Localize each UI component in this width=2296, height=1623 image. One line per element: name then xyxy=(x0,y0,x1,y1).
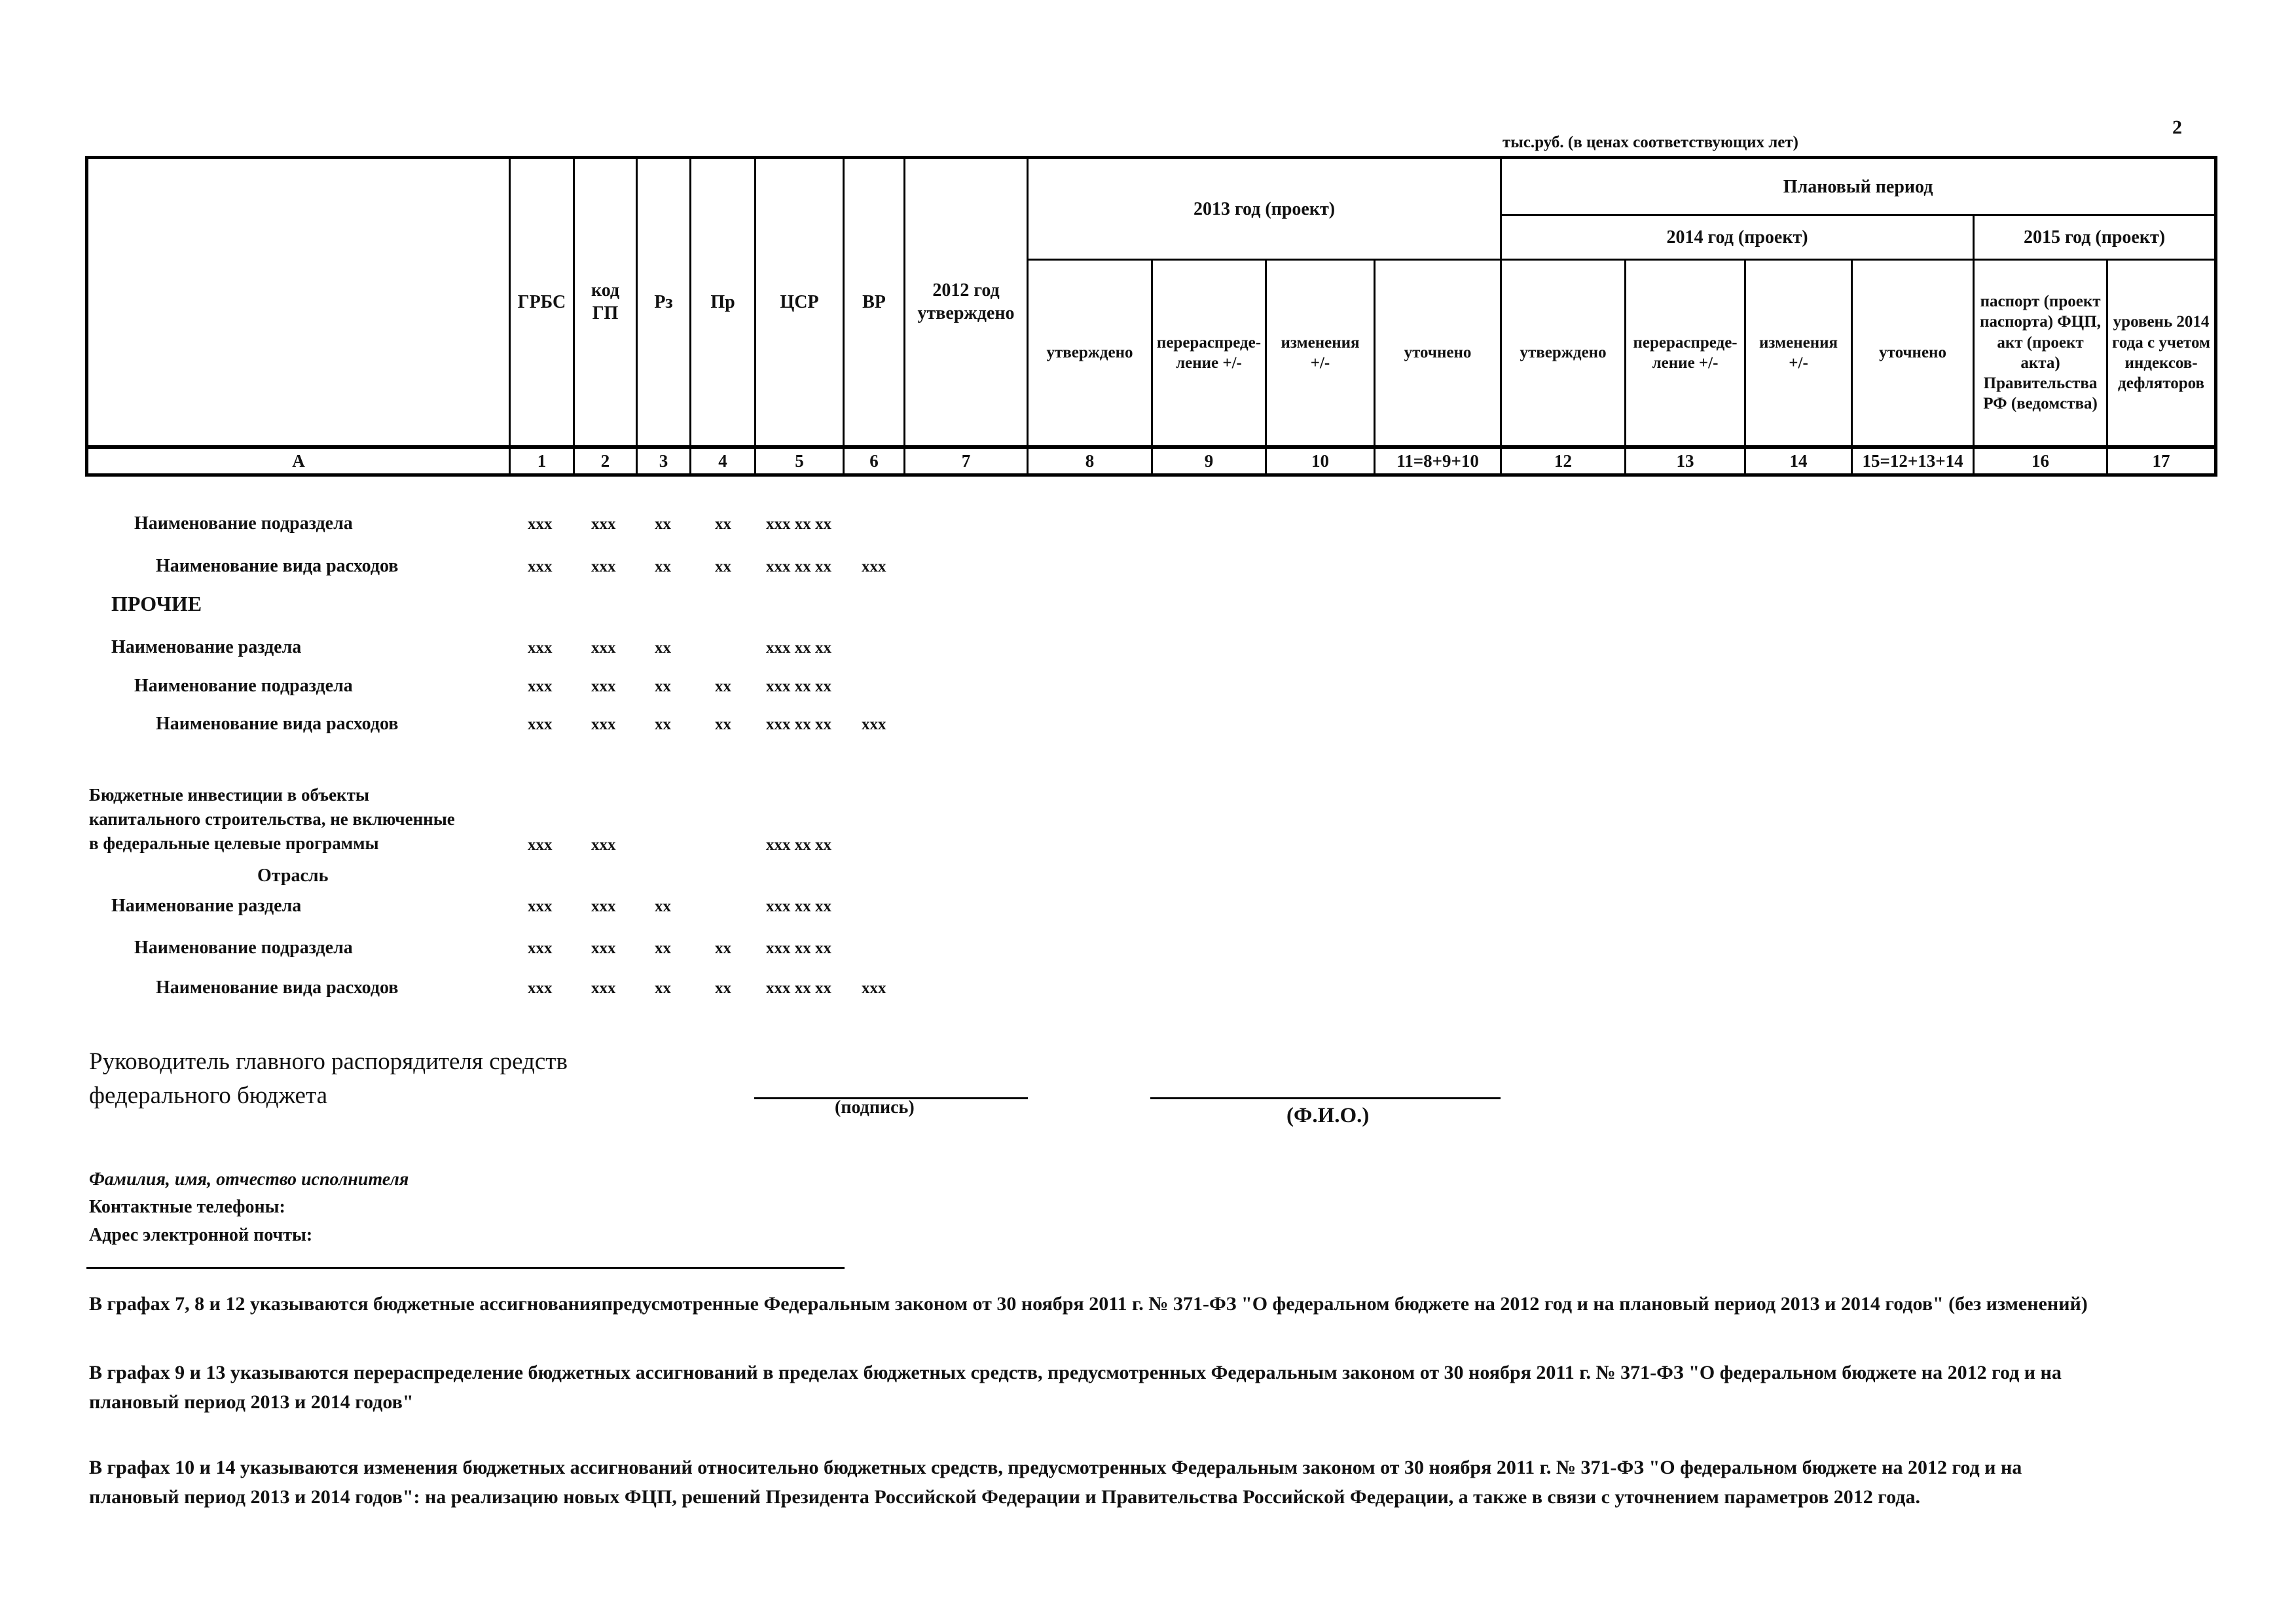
row-label: в федеральные целевые программы xyxy=(89,833,379,853)
col-header-grbs: ГРБС xyxy=(510,158,574,447)
cell-gp: xxx xyxy=(591,515,616,533)
cell-grbs: xxx xyxy=(528,979,553,997)
group-header-2013: 2013 год (проект) xyxy=(1028,158,1501,260)
signature-title-line1: Руководитель главного распорядителя средств xyxy=(89,1048,568,1075)
note-2: В графах 9 и 13 указываются перераспределение бюджетных ассигнований в пределах бюджетных средств, предусмотренных Федеральным законом от 30 ноября 2011 г. № 371-ФЗ "О федеральном бюджете на 2012 год и на плановый период 2013 и 2014 годов" xyxy=(89,1362,2062,1413)
col-header-utv-2013: утверждено xyxy=(1028,260,1152,447)
page-number: 2 xyxy=(2172,117,2182,138)
cell-vr: xxx xyxy=(862,979,886,997)
cell-grbs: xxx xyxy=(528,836,553,854)
col-header-a xyxy=(87,158,510,447)
row-label: Бюджетные инвестиции в объекты xyxy=(89,785,369,805)
cell-csr: xxx xx xx xyxy=(766,558,831,575)
cell-csr: xxx xx xx xyxy=(766,836,831,854)
executor-email-label: Адрес электронной почты: xyxy=(89,1225,313,1245)
col-number: 17 xyxy=(2107,447,2216,475)
cell-pr: xx xyxy=(715,939,731,957)
cell-csr: xxx xx xx xyxy=(766,898,831,915)
cell-csr: xxx xx xx xyxy=(766,639,831,657)
cell-rz: xx xyxy=(655,898,671,915)
col-header-utoch-2013: уточнено xyxy=(1375,260,1501,447)
cell-gp: xxx xyxy=(591,558,616,575)
fio-caption: (Ф.И.О.) xyxy=(1286,1104,1370,1127)
cell-gp: xxx xyxy=(591,716,616,733)
col-header-izm-2013: изменения +/- xyxy=(1266,260,1375,447)
cell-pr: xx xyxy=(715,678,731,695)
col-number: 1 xyxy=(510,447,574,475)
cell-grbs: xxx xyxy=(528,678,553,695)
cell-vr: xxx xyxy=(862,716,886,733)
signature-title-line2: федерального бюджета xyxy=(89,1082,328,1109)
col-number: 11=8+9+10 xyxy=(1375,447,1501,475)
row-label: Наименование вида расходов xyxy=(156,977,399,998)
col-header-rz: Рз xyxy=(637,158,691,447)
col-header-level-2014: уровень 2014 года с учетом индексов-дефляторов xyxy=(2107,260,2216,447)
cell-pr: xx xyxy=(715,716,731,733)
cell-csr: xxx xx xx xyxy=(766,716,831,733)
executor-phones-label: Контактные телефоны: xyxy=(89,1197,285,1217)
col-header-izm-2014: изменения +/- xyxy=(1745,260,1852,447)
cell-pr: xx xyxy=(715,558,731,575)
cell-gp: xxx xyxy=(591,836,616,854)
row-label: Наименование подраздела xyxy=(134,938,353,958)
cell-rz: xx xyxy=(655,558,671,575)
cell-csr: xxx xx xx xyxy=(766,515,831,533)
row-label: Отрасль xyxy=(257,866,329,886)
units-caption: тыс.руб. (в ценах соответствующих лет) xyxy=(1503,134,1798,151)
cell-csr: xxx xx xx xyxy=(766,678,831,695)
signature-caption: (подпись) xyxy=(835,1097,915,1118)
cell-csr: xxx xx xx xyxy=(766,939,831,957)
cell-gp: xxx xyxy=(591,939,616,957)
cell-gp: xxx xyxy=(591,898,616,915)
col-number: 4 xyxy=(691,447,756,475)
cell-grbs: xxx xyxy=(528,898,553,915)
cell-rz: xx xyxy=(655,639,671,657)
cell-rz: xx xyxy=(655,979,671,997)
col-number: 7 xyxy=(905,447,1028,475)
cell-csr: xxx xx xx xyxy=(766,979,831,997)
col-number: 12 xyxy=(1501,447,1626,475)
col-number: 9 xyxy=(1152,447,1266,475)
cell-pr: xx xyxy=(715,515,731,533)
col-header-2012: 2012 год утверждено xyxy=(905,158,1028,447)
cell-gp: xxx xyxy=(591,678,616,695)
executor-name-label: Фамилия, имя, отчество исполнителя xyxy=(89,1169,409,1190)
header-table xyxy=(85,156,2217,477)
col-header-passport: паспорт (проект паспорта) ФЦП, акт (проект акта) Правительства РФ (ведомства) xyxy=(1974,260,2107,447)
col-number: 14 xyxy=(1745,447,1852,475)
col-header-pr: Пр xyxy=(691,158,756,447)
note-1: В графах 7, 8 и 12 указываются бюджетные ассигнованияпредусмотренные Федеральным законом от 30 ноября 2011 г. № 371-ФЗ "О федеральном бюджете на 2012 год и на плановый период 2013 и 2014 годов" (без изменений) xyxy=(89,1293,2088,1315)
cell-grbs: xxx xyxy=(528,716,553,733)
footnote-divider xyxy=(86,1267,845,1269)
cell-rz: xx xyxy=(655,515,671,533)
col-header-kod-gp: код ГП xyxy=(574,158,637,447)
row-label: Наименование подраздела xyxy=(134,513,353,534)
cell-rz: xx xyxy=(655,678,671,695)
col-number: 10 xyxy=(1266,447,1375,475)
col-header-csr: ЦСР xyxy=(756,158,844,447)
col-header-pereras-2013: перераспреде-ление +/- xyxy=(1152,260,1266,447)
col-header-utv-2014: утверждено xyxy=(1501,260,1626,447)
cell-gp: xxx xyxy=(591,639,616,657)
col-number: 8 xyxy=(1028,447,1152,475)
col-number: 16 xyxy=(1974,447,2107,475)
row-label: Наименование вида расходов xyxy=(156,714,399,734)
cell-pr: xx xyxy=(715,979,731,997)
col-header-pereras-2014: перераспреде-ление +/- xyxy=(1626,260,1745,447)
row-label: Наименование подраздела xyxy=(134,676,353,696)
col-number: 6 xyxy=(844,447,905,475)
col-header-vr: ВР xyxy=(844,158,905,447)
cell-rz: xx xyxy=(655,716,671,733)
col-number: 15=12+13+14 xyxy=(1852,447,1974,475)
cell-vr: xxx xyxy=(862,558,886,575)
col-number: А xyxy=(87,447,510,475)
col-number: 2 xyxy=(574,447,637,475)
cell-grbs: xxx xyxy=(528,558,553,575)
group-header-planned: Плановый период xyxy=(1501,158,2216,215)
row-label: Наименование раздела xyxy=(111,637,302,657)
signature-title xyxy=(89,1045,568,1113)
row-label: капитального строительства, не включенные xyxy=(89,809,455,829)
row-label: Наименование раздела xyxy=(111,896,302,916)
cell-grbs: xxx xyxy=(528,939,553,957)
note-3: В графах 10 и 14 указываются изменения бюджетных ассигнований относительно бюджетных средств, предусмотренных Федеральным законом от 30 ноября 2011 г. № 371-ФЗ "О федеральном бюджете на 2012 год и на плановый период 2013 и 2014 годов": на реализацию новых ФЦП, решений Президента Российской Федерации и Правительства Российской Федерации, а также в связи с уточнением параметров 2012 года. xyxy=(89,1457,2022,1508)
cell-grbs: xxx xyxy=(528,639,553,657)
row-label: ПРОЧИЕ xyxy=(111,592,202,615)
col-number: 13 xyxy=(1626,447,1745,475)
group-header-2014: 2014 год (проект) xyxy=(1501,215,1974,260)
fio-line xyxy=(1150,1097,1501,1099)
cell-rz: xx xyxy=(655,939,671,957)
col-number: 5 xyxy=(756,447,844,475)
col-header-utoch-2014: уточнено xyxy=(1852,260,1974,447)
cell-grbs: xxx xyxy=(528,515,553,533)
row-label: Наименование вида расходов xyxy=(156,556,399,576)
cell-gp: xxx xyxy=(591,979,616,997)
col-number: 3 xyxy=(637,447,691,475)
group-header-2015: 2015 год (проект) xyxy=(1974,215,2216,260)
